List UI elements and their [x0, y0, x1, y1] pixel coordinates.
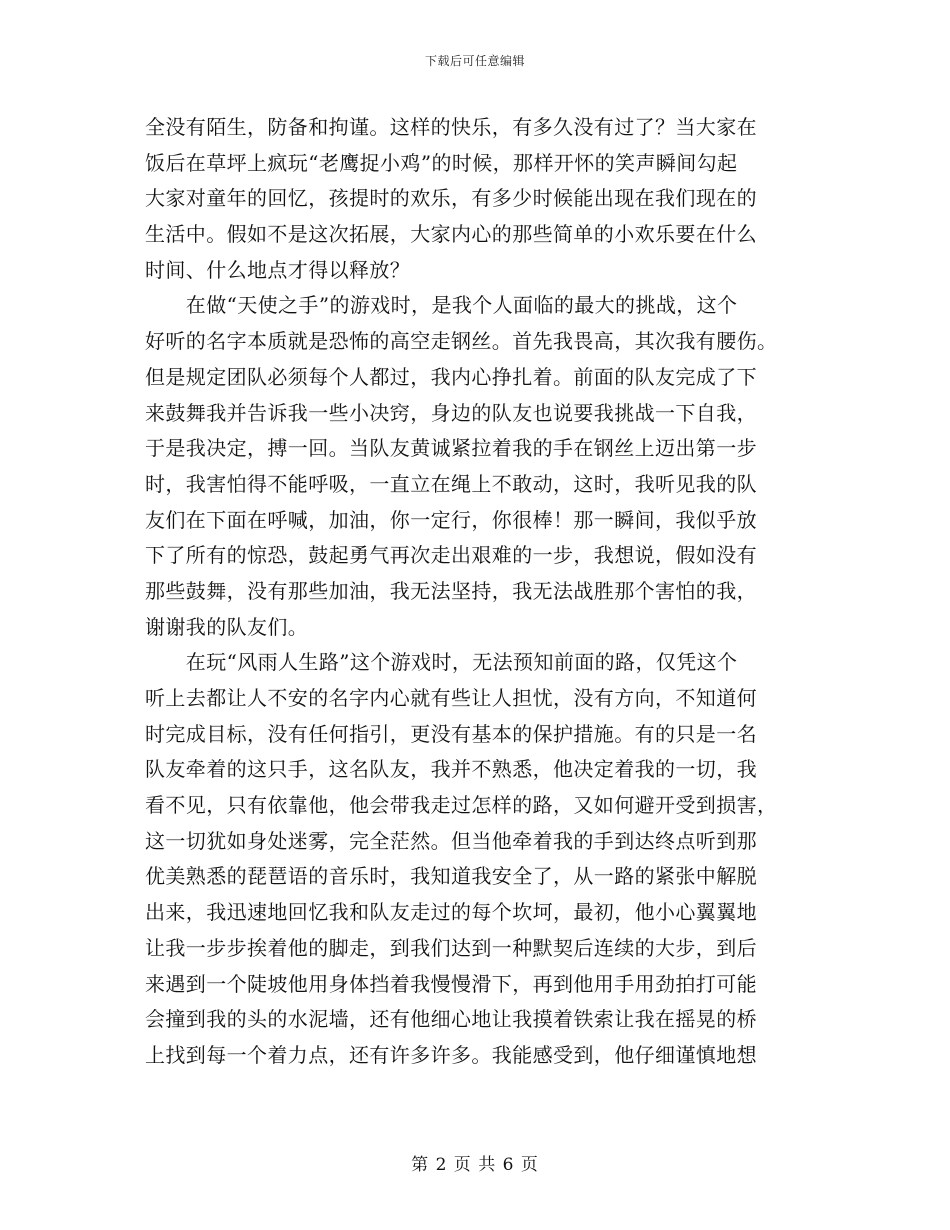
text-line: 看不见，只有依靠他，他会带我走过怎样的路，又如何避开受到损害，: [145, 793, 778, 818]
text-line: 下了所有的惊恐，鼓起勇气再次走出艰难的一步，我想说，假如没有: [145, 543, 757, 568]
text-line: 队友牵着的这只手，这名队友，我并不熟悉，他决定着我的一切，我: [145, 757, 757, 782]
text-line: 出来，我迅速地回忆我和队友走过的每个坎坷，最初，他小心翼翼地: [145, 900, 757, 925]
text-line: 听上去都让人不安的名字内心就有些让人担忧，没有方向，不知道何: [145, 686, 757, 710]
text-line: 在玩“风雨人生路”这个游戏时，无法预知前面的路，仅凭这个: [145, 650, 738, 675]
text-line: 生活中。假如不是这次拓展，大家内心的那些简单的小欢乐要在什么: [145, 222, 757, 247]
text-line: 友们在下面在呼喊，加油，你一定行，你很棒！那一瞬间，我似乎放: [145, 507, 757, 532]
text-line: 谢谢我的队友们。: [145, 614, 309, 639]
text-line: 这一切犹如身处迷雾，完全茫然。但当他牵着我的手到达终点听到那: [145, 828, 757, 853]
text-line: 但是规定团队必须每个人都过，我内心挣扎着。前面的队友完成了下: [145, 364, 757, 389]
text-line: 全没有陌生，防备和拘谨。这样的快乐，有多久没有过了？当大家在: [145, 115, 757, 139]
text-line: 于是我决定，搏一回。当队友黄诚紧拉着我的手在钢丝上迈出第一步: [145, 436, 757, 461]
text-line: 饭后在草坪上疯玩“老鹰捉小鸡”的时候，那样开怀的笑声瞬间勾起: [145, 150, 738, 175]
text-line: 优美熟悉的琵琶语的音乐时，我知道我安全了，从一路的紧张中解脱: [145, 864, 757, 889]
text-line: 好听的名字本质就是恐怖的高空走钢丝。首先我畏高，其次我有腰伤。: [145, 329, 778, 354]
text-line: 在做“天使之手”的游戏时，是我个人面临的最大的挑战，这个: [145, 293, 738, 318]
text-line: 上找到每一个着力点，还有许多许多。我能感受到，他仔细谨慎地想: [145, 1042, 757, 1067]
text-line: 让我一步步挨着他的脚走，到我们达到一种默契后连续的大步，到后: [145, 935, 757, 960]
text-line: 大家对童年的回忆，孩提时的欢乐，有多少时候能出现在我们现在的: [145, 186, 757, 211]
text-line: 来鼓舞我并告诉我一些小决窍，身边的队友也说要我挑战一下自我，: [145, 400, 757, 425]
text-line: 那些鼓舞，没有那些加油，我无法坚持，我无法战胜那个害怕的我，: [145, 578, 757, 603]
text-line: 时完成目标，没有任何指引，更没有基本的保护措施。有的只是一名: [145, 721, 757, 746]
text-line: 时间、什么地点才得以释放？: [145, 257, 411, 282]
text-line: 会撞到我的头的水泥墙，还有他细心地让我摸着铁索让我在摇晃的桥: [145, 1007, 757, 1032]
text-line: 来遇到一个陡坡他用身体挡着我慢慢滑下，再到他用手用劲拍打可能: [145, 971, 757, 996]
page-header: 下载后可任意编辑: [424, 54, 525, 68]
document-body: [145, 110, 801, 1074]
text-line: 时，我害怕得不能呼吸，一直立在绳上不敢动，这时，我听见我的队: [145, 471, 757, 496]
page-number: 第 2 页 共 6 页: [411, 1155, 539, 1175]
